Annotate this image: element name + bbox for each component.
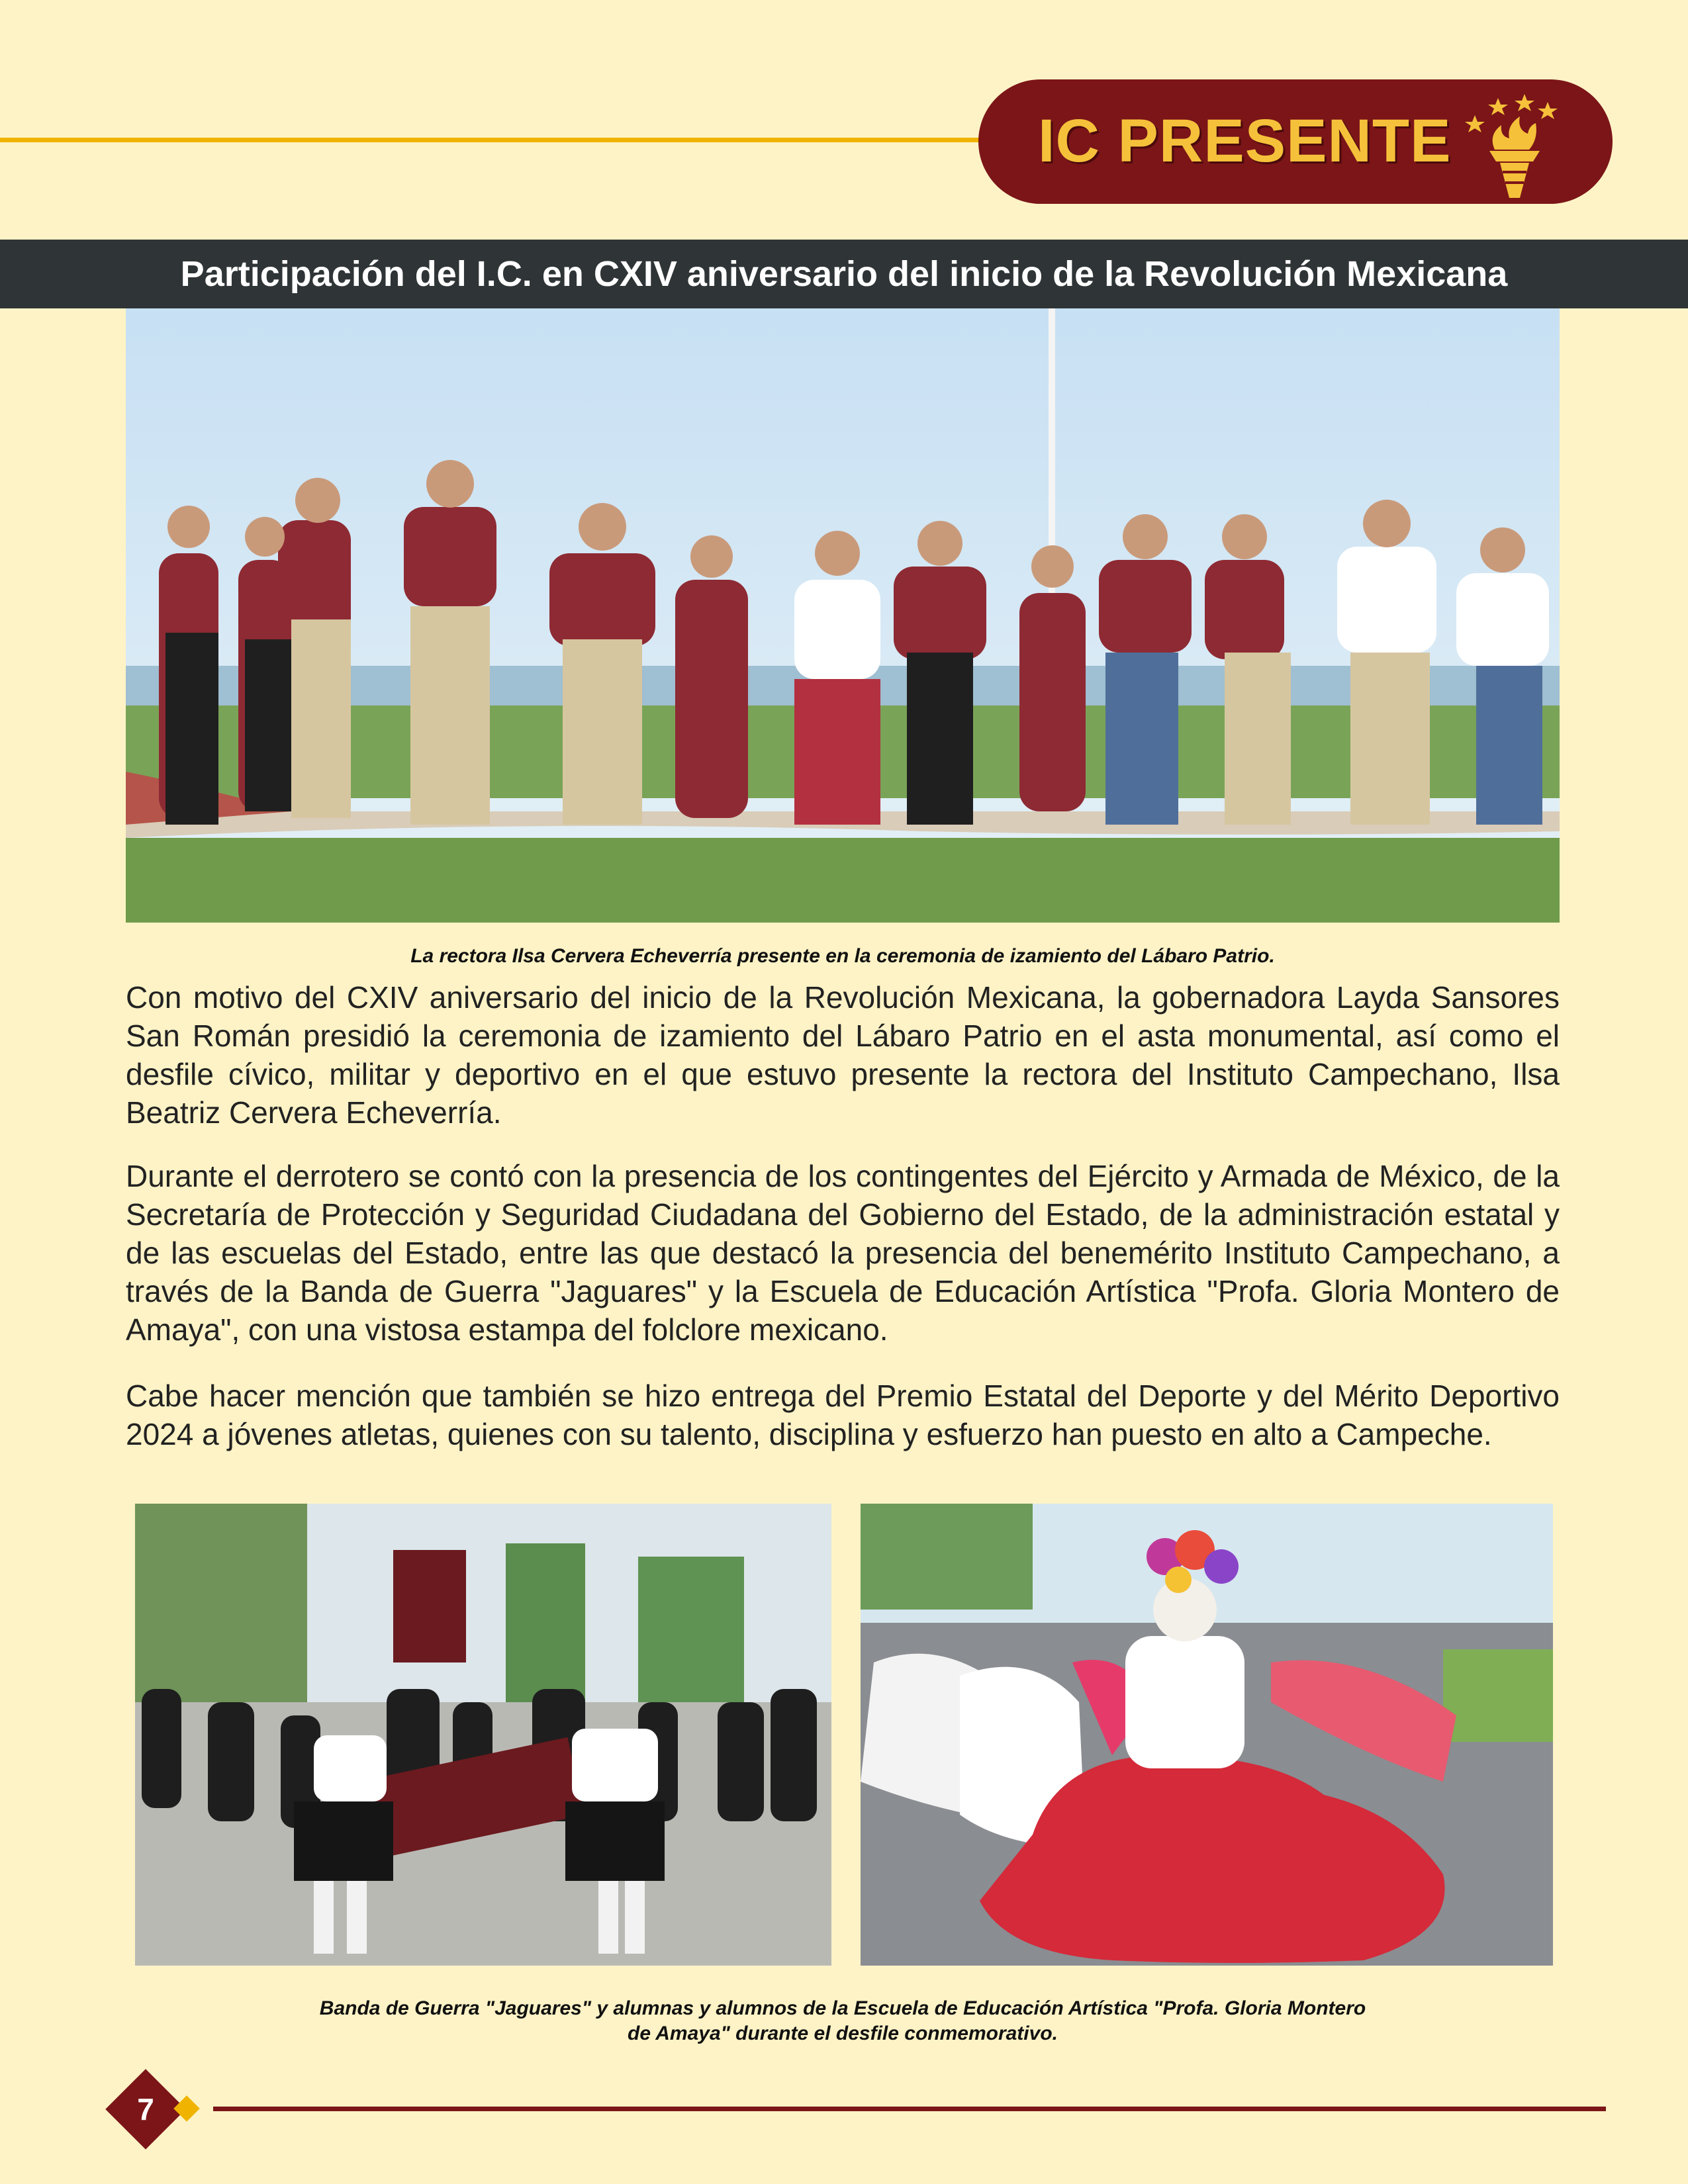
header-rule <box>0 138 993 142</box>
section-badge <box>978 79 1613 204</box>
ceremony-photo <box>126 308 1560 923</box>
footer-diamond-ornament <box>173 2095 200 2122</box>
section-title: IC PRESENTE <box>1038 107 1452 175</box>
paragraph-3: Cabe hacer mención que también se hizo entrega del Premio Estatal del Deporte y del Mérito Deportivo 2024 a jóvenes atletas, quienes con su talento, disciplina y esfuerzo han puesto en alto a Campeche. <box>126 1379 1560 1451</box>
article-title: Participación del I.C. en CXIV aniversario del inicio de la Revolución Mexicana <box>180 254 1508 294</box>
paragraph-1: Con motivo del CXIV aniversario del inicio de la Revolución Mexicana, la gobernadora Layda Sansores San Román presidió la ceremonia de izamiento del Lábaro Patrio en el asta monumental, así como el desfile cívico, militar y deportivo en el que estuvo presente la rectora del Instituto Campechano, Ilsa Beatriz Cervera Echeverría. <box>126 980 1560 1130</box>
bottom-photo-caption-line-2: de Amaya" durante el desfile conmemorativo. <box>628 2023 1058 2044</box>
footer-rule <box>213 2107 1606 2111</box>
torch-logo-icon <box>1448 89 1581 201</box>
bottom-photo-caption-line-1: Banda de Guerra "Jaguares" y alumnas y alumnos de la Escuela de Educación Artística "Profa. Gloria Montero <box>319 1997 1366 2019</box>
page-number: 7 <box>137 2092 154 2126</box>
top-photo-caption: La rectora Ilsa Cervera Echeverría presente en la ceremonia de izamiento del Lábaro Patrio. <box>410 945 1275 967</box>
folk-dance-photo <box>861 1504 1553 1966</box>
band-photo <box>135 1504 831 1966</box>
paragraph-2: Durante el derrotero se contó con la presencia de los contingentes del Ejército y Armada de México, de la Secretaría de Protección y Seguridad Ciudadana del Gobierno del Estado, de la administración estatal y de las escuelas del Estado, entre las que destacó la presencia del benemérito Instituto Campechano, a través de la Banda de Guerra "Jaguares" y la Escuela de Educación Artística "Profa. Gloria Montero de Amaya", con una vistosa estampa del folclore mexicano. <box>126 1159 1560 1347</box>
article-title-bar <box>0 240 1688 308</box>
